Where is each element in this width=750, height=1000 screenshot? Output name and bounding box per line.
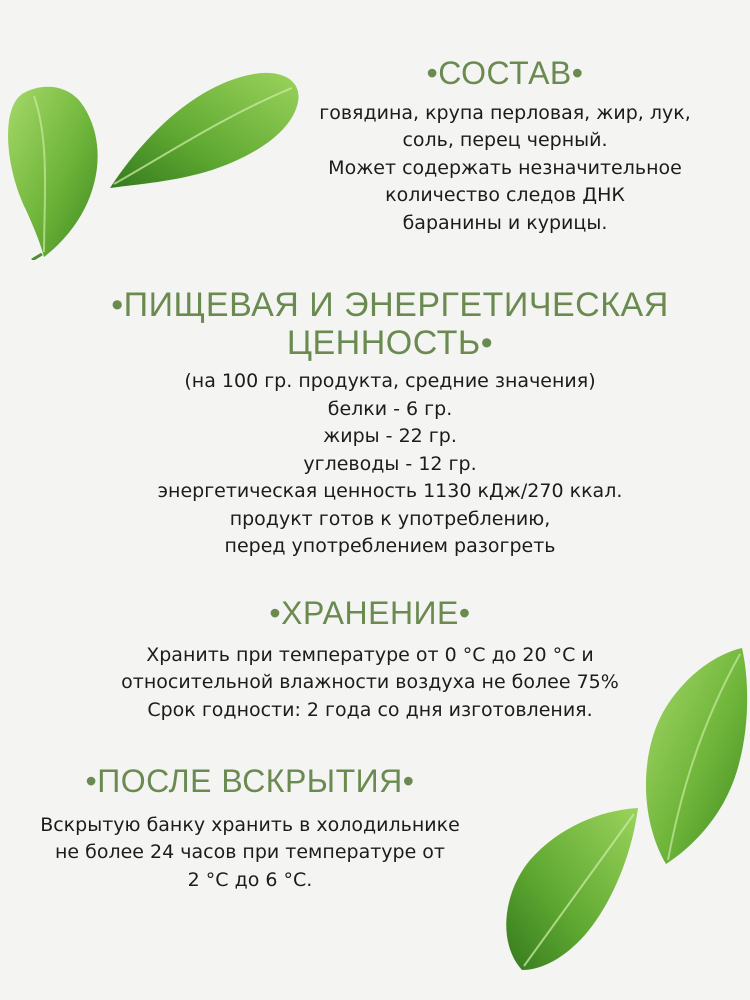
leaf-icon <box>500 804 640 974</box>
nutrition-text <box>60 368 720 561</box>
composition-line: Может содержать незначительное <box>328 156 682 179</box>
composition-text <box>300 100 710 238</box>
after-opening-line: не более 24 часов при температуре от <box>54 841 446 864</box>
nutrition-title-line: •ПИЩЕВАЯ И ЭНЕРГЕТИЧЕСКАЯ <box>111 286 669 324</box>
leaf-icon <box>4 82 108 260</box>
nutrition-line: жиры - 22 гр. <box>323 425 457 448</box>
leaf-icon <box>642 646 750 868</box>
nutrition-line: (на 100 гр. продукта, средние значения) <box>184 370 596 393</box>
storage-section <box>90 596 650 724</box>
composition-line: количество следов ДНК <box>385 184 625 207</box>
storage-title: •ХРАНЕНИЕ• <box>269 595 471 631</box>
after-opening-line: 2 °С до 6 °С. <box>187 868 313 891</box>
leaf-icon <box>104 66 304 192</box>
nutrition-line: энергетическая ценность 1130 кДж/270 ккал. <box>157 480 623 503</box>
after-opening-section <box>40 764 460 894</box>
after-opening-title: •ПОСЛЕ ВСКРЫТИЯ• <box>85 763 415 799</box>
storage-line: Срок годности: 2 года со дня изготовления. <box>147 698 593 721</box>
storage-text <box>90 642 650 725</box>
after-opening-line: Вскрытую банку хранить в холодильнике <box>40 813 460 836</box>
composition-line: соль, перец черный. <box>402 129 608 152</box>
nutrition-line: перед употреблением разогреть <box>224 535 556 558</box>
composition-title: •СОСТАВ• <box>426 55 584 91</box>
nutrition-line: белки - 6 гр. <box>327 397 453 420</box>
storage-line: относительной влажности воздуха не более 75% <box>121 671 619 694</box>
nutrition-section <box>60 286 720 561</box>
nutrition-title-line: ЦЕННОСТЬ• <box>286 324 494 363</box>
composition-section <box>300 56 710 237</box>
nutrition-line: углеводы - 12 гр. <box>303 452 477 475</box>
after-opening-text <box>40 812 460 895</box>
storage-line: Хранить при температуре от 0 °С до 20 °С и <box>146 643 594 666</box>
nutrition-line: продукт готов к употреблению, <box>229 507 551 530</box>
nutrition-title <box>60 286 720 362</box>
composition-line: баранины и курицы. <box>402 211 608 234</box>
composition-line: говядина, крупа перловая, жир, лук, <box>319 101 691 124</box>
